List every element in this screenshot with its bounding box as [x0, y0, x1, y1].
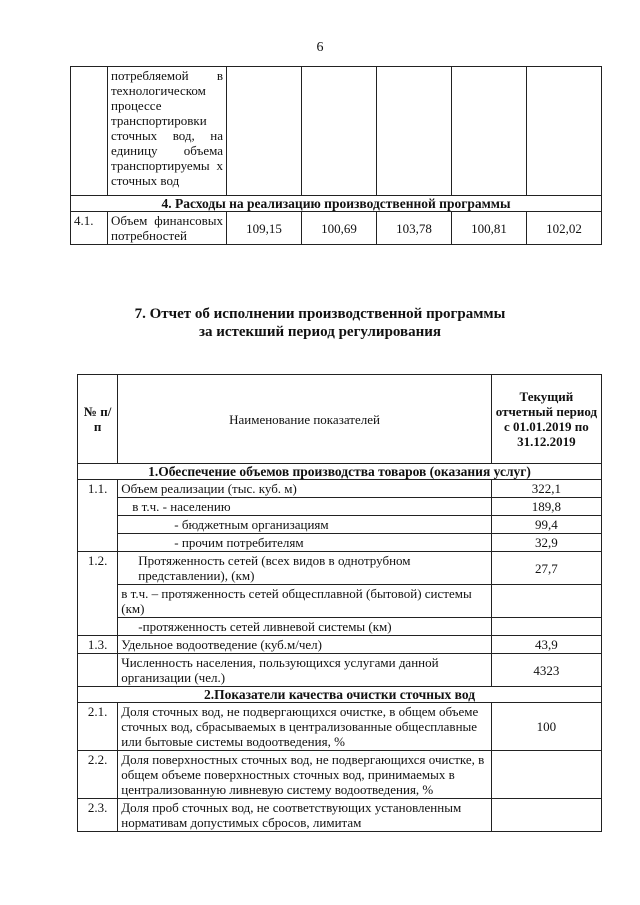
- row-12-sub-b: -протяженность сетей ливневой системы (км): [118, 618, 492, 636]
- row-12-num: 1.2.: [78, 552, 118, 636]
- row-41-value-1: 109,15: [227, 212, 302, 245]
- table-row: [78, 654, 602, 687]
- table-row: [71, 212, 602, 245]
- table-row: [78, 552, 602, 585]
- section1-title: 1.Обеспечение объемов производства товаров (оказания услуг): [78, 464, 602, 480]
- table-row: [78, 636, 602, 654]
- cell-num: [71, 67, 108, 196]
- table-row: [78, 703, 602, 751]
- row-21-name: Доля сточных вод, не подвергающихся очистке, в общем объеме сточных вод, сбрасываемых в централизованные общесплавные или бытовые системы водоотведения, %: [118, 703, 492, 751]
- row-23-value: [491, 799, 601, 832]
- heading-line1: 7. Отчет об исполнении производственной программы: [134, 306, 506, 322]
- row-21-value: 100: [491, 703, 601, 751]
- cell-value: [527, 67, 602, 196]
- row-13-num: 1.3.: [78, 636, 118, 654]
- table-row: [78, 751, 602, 799]
- continued-table: [70, 66, 602, 245]
- row-41-name: Объем финансовых потребностей: [108, 212, 227, 245]
- row-13-name: Удельное водоотведение (куб.м/чел): [118, 636, 492, 654]
- row-41-value-3: 103,78: [377, 212, 452, 245]
- cell-name: потребляемой в технологическом процессе транспортировки сточных вод, на единицу объема транспортируемы х сточных вод: [108, 67, 227, 196]
- row-11-sub-a: в т.ч. - населению: [118, 498, 492, 516]
- cell-value: [227, 67, 302, 196]
- row-11-name: Объем реализации (тыс. куб. м): [118, 480, 492, 498]
- table-row: [78, 799, 602, 832]
- row-23-name: Доля проб сточных вод, не соответствующих установленным нормативам допустимых сбросов, лимитам: [118, 799, 492, 832]
- table-row: [78, 618, 602, 636]
- section4-title: 4. Расходы на реализацию производственной программы: [71, 196, 602, 212]
- cell-value: [452, 67, 527, 196]
- header-num: № п/п: [78, 375, 118, 464]
- cell-value: [302, 67, 377, 196]
- section2-title: 2.Показатели качества очистки сточных вод: [78, 687, 602, 703]
- section-row: [78, 464, 602, 480]
- row-13-value: 43,9: [491, 636, 601, 654]
- row-11-sub-b: - бюджетным организациям: [118, 516, 492, 534]
- row-11-sub-c: - прочим потребителям: [118, 534, 492, 552]
- row-11-value: 322,1: [491, 480, 601, 498]
- row-41-value-2: 100,69: [302, 212, 377, 245]
- heading-line2: за истекший период регулирования: [198, 324, 442, 340]
- header-value: Текущий отчетный период с 01.01.2019 по 31.12.2019: [491, 375, 601, 464]
- report-table: [77, 374, 602, 832]
- row-12-value: 27,7: [491, 552, 601, 585]
- header-row: [78, 375, 602, 464]
- row-23-num: 2.3.: [78, 799, 118, 832]
- section-heading: [0, 305, 640, 341]
- table-row: [78, 585, 602, 618]
- row-14-num: [78, 654, 118, 687]
- row-41-num: 4.1.: [71, 212, 108, 245]
- row-22-num: 2.2.: [78, 751, 118, 799]
- row-14-value: 4323: [491, 654, 601, 687]
- row-11-num: 1.1.: [78, 480, 118, 552]
- row-22-name: Доля поверхностных сточных вод, не подвергающихся очистке, в общем объеме поверхностных сточных вод, принимаемых в централизованную ливневую систему водоотведения, %: [118, 751, 492, 799]
- header-name: Наименование показателей: [118, 375, 492, 464]
- row-14-name: Численность населения, пользующихся услугами данной организации (чел.): [118, 654, 492, 687]
- row-41-value-4: 100,81: [452, 212, 527, 245]
- section-row: [71, 196, 602, 212]
- row-12-sub-b-value: [491, 618, 601, 636]
- row-41-value-5: 102,02: [527, 212, 602, 245]
- table-row: [78, 516, 602, 534]
- cell-value: [377, 67, 452, 196]
- table-row: [71, 67, 602, 196]
- row-22-value: [491, 751, 601, 799]
- table-row: [78, 480, 602, 498]
- row-11-sub-b-value: 99,4: [491, 516, 601, 534]
- table-row: [78, 534, 602, 552]
- row-11-sub-a-value: 189,8: [491, 498, 601, 516]
- row-12-sub-a-value: [491, 585, 601, 618]
- table-row: [78, 498, 602, 516]
- row-21-num: 2.1.: [78, 703, 118, 751]
- page-number: 6: [316, 40, 324, 55]
- row-12-sub-a: в т.ч. – протяженность сетей общесплавной (бытовой) системы (км): [118, 585, 492, 618]
- section-row: [78, 687, 602, 703]
- row-12-name: Протяженность сетей (всех видов в однотрубном представлении), (км): [118, 552, 492, 585]
- row-11-sub-c-value: 32,9: [491, 534, 601, 552]
